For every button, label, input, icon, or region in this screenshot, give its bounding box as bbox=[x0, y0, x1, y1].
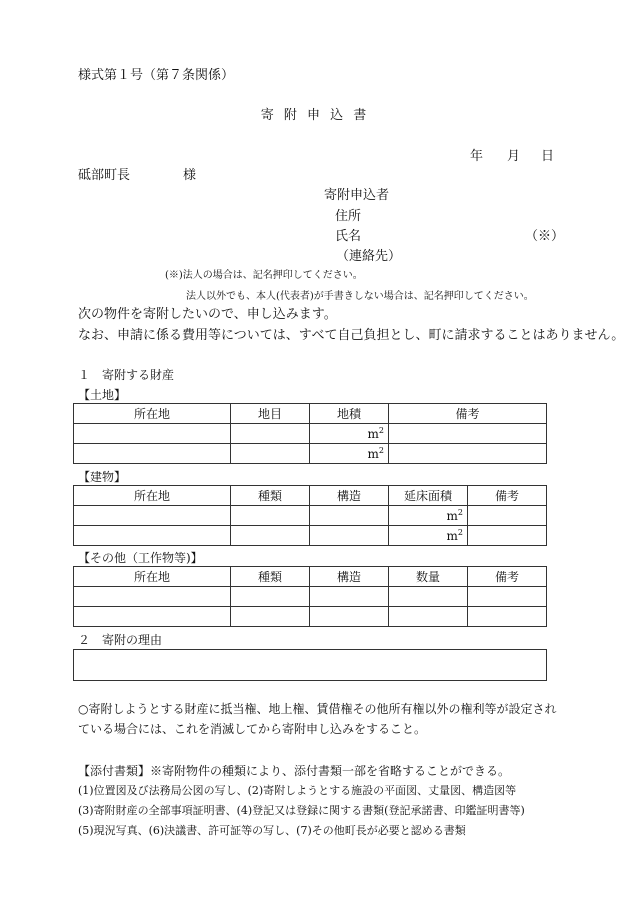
building-structure-cell[interactable] bbox=[310, 506, 389, 526]
caution-line-2: ている場合には、これを消滅してから寄附申し込みをすること。 bbox=[78, 722, 427, 736]
table-row bbox=[74, 607, 547, 627]
addressee-honorific: 様 bbox=[183, 168, 197, 183]
contact-label: （連絡先） bbox=[336, 249, 402, 264]
other-remarks-cell[interactable] bbox=[468, 587, 547, 607]
reason-field[interactable] bbox=[73, 649, 547, 681]
other-header-location: 所在地 bbox=[74, 567, 231, 587]
unit-label: m bbox=[367, 447, 379, 461]
building-remarks-cell[interactable] bbox=[468, 526, 547, 546]
land-category-cell[interactable] bbox=[231, 444, 310, 464]
unit-exponent: 2 bbox=[378, 426, 384, 435]
building-header-type: 種類 bbox=[231, 486, 310, 506]
land-category-cell[interactable] bbox=[231, 424, 310, 444]
attachments-line-3: (5)現況写真、(6)決議書、許可証等の写し、(7)その他町長が必要と認める書類 bbox=[78, 824, 466, 837]
unit-exponent: 2 bbox=[457, 528, 463, 537]
page-title: 寄 附 申 込 書 bbox=[260, 108, 370, 123]
land-table bbox=[73, 403, 547, 464]
building-structure-cell[interactable] bbox=[310, 526, 389, 546]
note-line-1: (※)法人の場合は、記名押印してください。 bbox=[165, 270, 363, 281]
land-area-cell[interactable] bbox=[310, 444, 389, 464]
land-location-cell[interactable] bbox=[74, 424, 231, 444]
name-label: 氏名 bbox=[335, 229, 362, 244]
building-floor-area-cell[interactable] bbox=[389, 506, 468, 526]
table-row bbox=[74, 587, 547, 607]
building-header-row bbox=[74, 486, 547, 506]
form-number: 様式第１号（第７条関係） bbox=[78, 68, 235, 83]
other-structure-cell[interactable] bbox=[310, 587, 389, 607]
building-header-remarks: 備考 bbox=[468, 486, 547, 506]
other-header-type: 種類 bbox=[231, 567, 310, 587]
other-location-cell[interactable] bbox=[74, 587, 231, 607]
building-header-floor-area: 延床面積 bbox=[389, 486, 468, 506]
building-type-cell[interactable] bbox=[231, 506, 310, 526]
applicant-label: 寄附申込者 bbox=[324, 188, 390, 203]
other-structure-cell[interactable] bbox=[310, 607, 389, 627]
table-row bbox=[74, 424, 547, 444]
building-label: 【建物】 bbox=[78, 470, 127, 484]
other-type-cell[interactable] bbox=[231, 607, 310, 627]
other-quantity-cell[interactable] bbox=[389, 587, 468, 607]
other-header-remarks: 備考 bbox=[468, 567, 547, 587]
land-header-row bbox=[74, 404, 547, 424]
other-header-quantity: 数量 bbox=[389, 567, 468, 587]
land-header-category: 地目 bbox=[231, 404, 310, 424]
building-remarks-cell[interactable] bbox=[468, 506, 547, 526]
section2-title: ２ 寄附の理由 bbox=[78, 633, 163, 647]
land-header-location: 所在地 bbox=[74, 404, 231, 424]
other-type-cell[interactable] bbox=[231, 587, 310, 607]
other-label: 【その他（工作物等)】 bbox=[78, 551, 203, 565]
land-remarks-cell[interactable] bbox=[389, 424, 547, 444]
building-floor-area-cell[interactable] bbox=[389, 526, 468, 546]
building-table bbox=[73, 485, 547, 546]
other-table bbox=[73, 566, 547, 627]
unit-exponent: 2 bbox=[457, 508, 463, 517]
unit-label: m bbox=[446, 509, 458, 523]
table-row bbox=[74, 506, 547, 526]
other-quantity-cell[interactable] bbox=[389, 607, 468, 627]
building-location-cell[interactable] bbox=[74, 526, 231, 546]
intro-line-2: なお、申請に係る費用等については、すべて自己負担とし、町に請求することはありません。 bbox=[78, 328, 625, 343]
date-month-label: 月 bbox=[507, 149, 521, 164]
land-location-cell[interactable] bbox=[74, 444, 231, 464]
attachments-title: 【添付書類】※寄附物件の種類により、添付書類一部を省略することができる。 bbox=[78, 764, 511, 778]
table-row bbox=[74, 444, 547, 464]
date-day-label: 日 bbox=[541, 149, 555, 164]
unit-label: m bbox=[367, 427, 379, 441]
other-header-row bbox=[74, 567, 547, 587]
table-row bbox=[74, 526, 547, 546]
date-year-label: 年 bbox=[470, 149, 484, 164]
other-location-cell[interactable] bbox=[74, 607, 231, 627]
unit-label: m bbox=[446, 529, 458, 543]
land-remarks-cell[interactable] bbox=[389, 444, 547, 464]
land-header-remarks: 備考 bbox=[389, 404, 547, 424]
seal-mark: （※） bbox=[525, 229, 565, 244]
land-label: 【土地】 bbox=[78, 388, 127, 402]
caution-line-1: ○寄附しようとする財産に抵当権、地上権、賃借権その他所有権以外の権利等が設定され bbox=[78, 702, 557, 716]
attachments-line-1: (1)位置図及び法務局公図の写し、(2)寄附しようとする施設の平面図、丈量図、構造図等 bbox=[78, 784, 517, 797]
land-area-cell[interactable] bbox=[310, 424, 389, 444]
other-remarks-cell[interactable] bbox=[468, 607, 547, 627]
building-header-location: 所在地 bbox=[74, 486, 231, 506]
intro-line-1: 次の物件を寄附したいので、申し込みます。 bbox=[78, 307, 337, 322]
building-header-structure: 構造 bbox=[310, 486, 389, 506]
unit-exponent: 2 bbox=[378, 446, 384, 455]
building-type-cell[interactable] bbox=[231, 526, 310, 546]
address-label: 住所 bbox=[335, 209, 362, 224]
other-header-structure: 構造 bbox=[310, 567, 389, 587]
section1-title: １ 寄附する財産 bbox=[78, 368, 175, 382]
addressee-name: 砥部町長 bbox=[78, 168, 131, 183]
building-location-cell[interactable] bbox=[74, 506, 231, 526]
land-header-area: 地積 bbox=[310, 404, 389, 424]
note-line-2: 法人以外でも、本人(代表者)が手書きしない場合は、記名押印してください。 bbox=[186, 291, 534, 302]
attachments-line-2: (3)寄附財産の全部事項証明書、(4)登記又は登録に関する書類(登記承諾書、印鑑証明書等) bbox=[78, 804, 525, 817]
